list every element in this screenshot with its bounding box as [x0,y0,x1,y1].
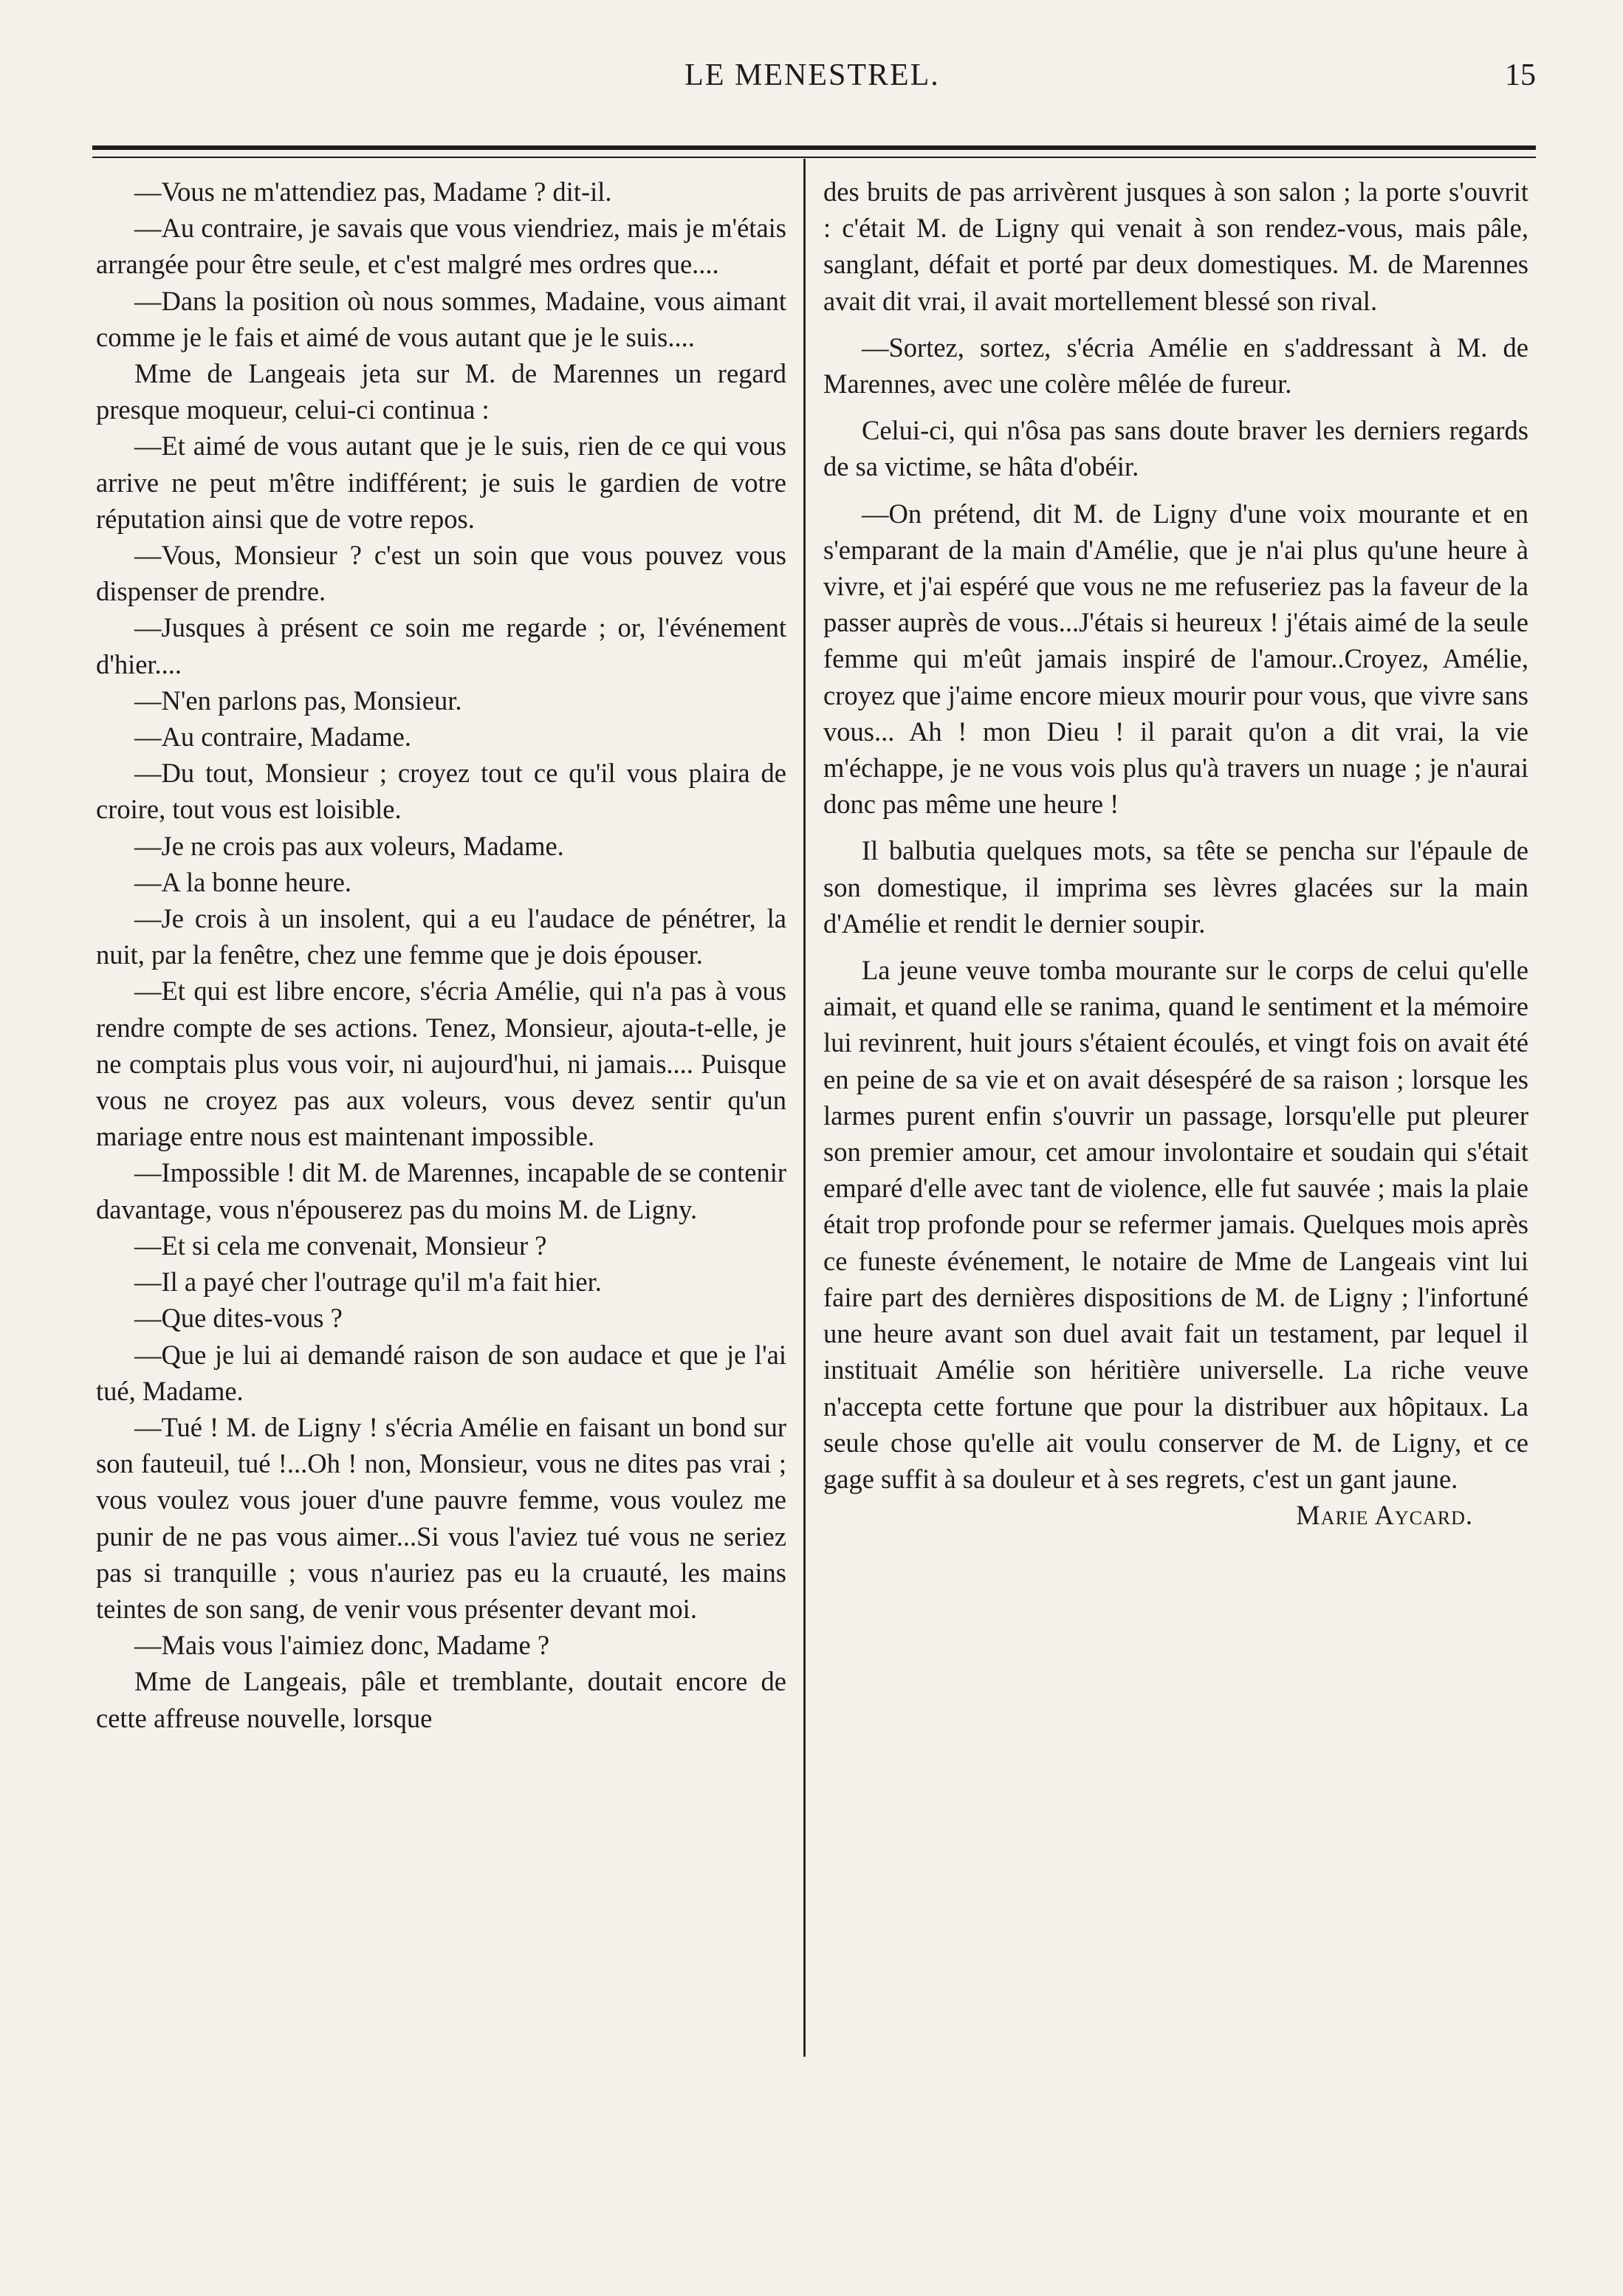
paragraph: —Il a payé cher l'outrage qu'il m'a fait hier. [134,1267,602,1298]
paragraph: —N'en parlons pas, Monsieur. [134,685,462,716]
page-number: 15 [1505,58,1536,92]
paragraph: —Que dites-vous ? [134,1303,343,1334]
paragraph: —Vous, Monsieur ? c'est un soin que vous pouvez vous dispenser de prendre. [96,540,786,607]
paragraph: —Je crois à un insolent, qui a eu l'audace de pénétrer, la nuit, par la fenêtre, chez une femme que je dois épouser. [96,903,786,970]
paragraph: —Que je lui ai demandé raison de son audace et que je l'ai tué, Madame. [96,1339,786,1406]
paragraph: —Je ne crois pas aux voleurs, Madame. [134,830,564,861]
paragraph: —Mais vous l'aimiez donc, Madame ? [134,1630,550,1661]
newspaper-title: LE MENESTREL. [684,58,940,92]
paragraph: —Au contraire, Madame. [134,722,411,753]
author-signature: Marie Aycard. [1296,1500,1473,1531]
paragraph: —On prétend, dit M. de Ligny d'une voix mourante et en s'emparant de la main d'Amélie, que je n'ai plus qu'une heure à vivre, et j'ai espéré que vous ne me refuseriez pas la faveur de la passer auprès de vous...J'étais si heureux ! j'étais aimé de la seule femme qui m'eût jamais inspiré de l'amour..Croyez, Amélie, croyez que j'aime encore mieux mourir pour vous, que vivre sans vous... Ah ! mon Dieu ! il parait qu'on a dit vrai, la vie m'échappe, je ne vous vois plus qu'à travers un nuage ; je n'aurai donc pas même une heure ! [823,498,1528,820]
paragraph: —Du tout, Monsieur ; croyez tout ce qu'il vous plaira de croire, tout vous est loisible. [96,758,786,825]
page-header [89,58,1536,102]
paragraph: —Et aimé de vous autant que je le suis, rien de ce qui vous arrive ne peut m'être indifférent; je suis le gardien de votre réputation ainsi que de votre repos. [96,431,786,534]
paragraph: —Au contraire, je savais que vous viendriez, mais je m'étais arrangée pour être seule, et c'est malgré mes ordres que.... [96,213,786,280]
column-divider [803,159,806,2057]
paragraph: —Et si cela me convenait, Monsieur ? [134,1230,547,1261]
paragraph: —Dans la position où nous sommes, Madaine, vous aimant comme je le fais et aimé de vous autant que je le suis.... [96,285,786,352]
paragraph: des bruits de pas arrivèrent jusques à son salon ; la porte s'ouvrit : c'était M. de Ligny qui venait à son rendez-vous, mais pâle, sanglant, défait et porté par deux domestiques. M. de Marennes avait dit vrai, il avait mortellement blessé son rival. [823,177,1528,316]
left-column [96,174,786,1736]
paragraph: —Et qui est libre encore, s'écria Amélie, qui n'a pas à vous rendre compte de ses actions. Tenez, Monsieur, ajouta-t-elle, je ne comptais plus vous voir, ni aujourd'hui, ni jamais.... Puisque vous ne croyez pas aux voleurs, vous devez sentir qu'un mariage entre nous est maintenant impossible. [96,976,786,1152]
paragraph: —Jusques à présent ce soin me regarde ; or, l'événement d'hier.... [96,612,786,679]
paragraph: —A la bonne heure. [134,866,351,897]
right-column [823,174,1528,1533]
header-rule-thin [92,157,1536,158]
paragraph: —Impossible ! dit M. de Marennes, incapable de se contenir davantage, vous n'épouserez pas du moins M. de Ligny. [96,1157,786,1224]
paragraph: —Sortez, sortez, s'écria Amélie en s'addressant à M. de Marennes, avec une colère mêlée de fureur. [823,332,1528,400]
paragraph: Celui-ci, qui n'ôsa pas sans doute braver les derniers regards de sa victime, se hâta d'obéir. [823,415,1528,482]
paragraph: Mme de Langeais jeta sur M. de Marennes un regard presque moqueur, celui-ci continua : [96,358,786,425]
paragraph: —Vous ne m'attendiez pas, Madame ? dit-il. [134,177,612,207]
paragraph: —Tué ! M. de Ligny ! s'écria Amélie en faisant un bond sur son fauteuil, tué !...Oh ! non, Monsieur, vous ne dites pas vrai ; vous voulez vous jouer d'une pauvre femme, vous voulez me punir de ne pas vous aimer...Si vous l'aviez tué vous ne seriez pas si tranquille ; vous n'auriez pas eu la cruauté, les mains teintes de son sang, de venir vous présenter devant moi. [96,1411,786,1624]
paragraph: Mme de Langeais, pâle et tremblante, doutait encore de cette affreuse nouvelle, lorsque [96,1666,786,1733]
paragraph: Il balbutia quelques mots, sa tête se pencha sur l'épaule de son domestique, il imprima ses lèvres glacées sur la main d'Amélie et rendit le dernier soupir. [823,835,1528,939]
header-rule-thick [92,145,1536,150]
paragraph: La jeune veuve tomba mourante sur le corps de celui qu'elle aimait, et quand elle se ranima, quand le sentiment et la mémoire lui revinrent, huit jours s'étaient écoulés, et vingt fois on avait été en peine de sa vie et on avait désespéré de sa raison ; lorsque les larmes purent enfin s'ouvrir un passage, lorsqu'elle put pleurer son premier amour, cet amour involontaire et soudain qui s'était emparé d'elle avec tant de violence, elle fut sauvée ; mais la plaie était trop profonde pour se refermer jamais. Quelques mois après ce funeste événement, le notaire de Mme de Langeais vint lui faire part des dernières dispositions de M. de Ligny ; l'infortuné une heure avant son duel avait fait un testament, par lequel il instituait Amélie son héritière universelle. La riche veuve n'accepta cette fortune que pour la distribuer aux hôpitaux. La seule chose qu'elle ait voulu conserver de M. de Ligny, et ce gage suffit à sa douleur et à ses regrets, c'est un gant jaune. [823,955,1528,1494]
